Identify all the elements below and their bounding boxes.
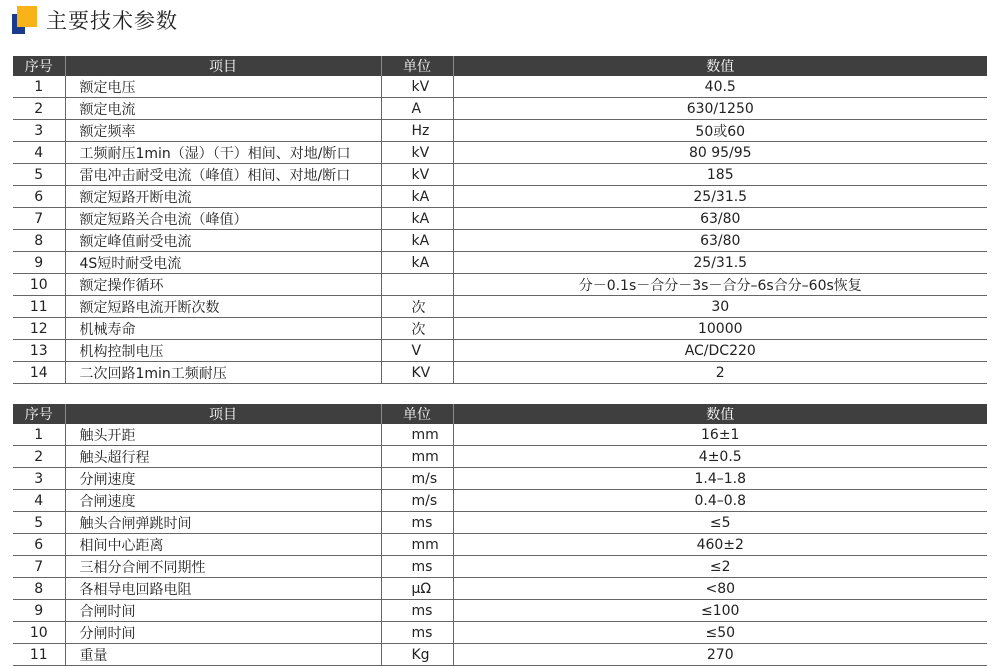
table-row: [13, 120, 987, 142]
row-item: 分闸时间: [65, 622, 381, 644]
table-row: [13, 534, 987, 556]
table-row: [13, 600, 987, 622]
table-header-row: [13, 404, 987, 424]
row-value: 分－0.1s－合分－3s－合分–6s合分–60s恢复: [453, 274, 987, 296]
row-item: 机构控制电压: [65, 340, 381, 362]
table-header-row: [13, 56, 987, 76]
row-item: 工频耐压1min（湿）（干）相间、对地/断口: [65, 142, 381, 164]
table-row: [13, 446, 987, 468]
table-row: [13, 296, 987, 318]
row-unit: mm: [381, 446, 453, 468]
header-item: 项目: [65, 56, 381, 76]
row-item: 额定短路电流开断次数: [65, 296, 381, 318]
row-value: 63/80: [453, 230, 987, 252]
row-index: 9: [13, 252, 65, 274]
row-item: 合闸速度: [65, 490, 381, 512]
row-value: 80 95/95: [453, 142, 987, 164]
row-index: 2: [13, 98, 65, 120]
table-row: [13, 274, 987, 296]
header-index: 序号: [13, 56, 65, 76]
row-value: 10000: [453, 318, 987, 340]
row-index: 3: [13, 120, 65, 142]
row-value: 4±0.5: [453, 446, 987, 468]
row-item: 触头合闸弹跳时间: [65, 512, 381, 534]
table-row: [13, 318, 987, 340]
row-unit: Hz: [381, 120, 453, 142]
row-unit: 次: [381, 318, 453, 340]
row-unit: [381, 274, 453, 296]
row-item: 三相分合闸不同期性: [65, 556, 381, 578]
row-value: 30: [453, 296, 987, 318]
row-value: 460±2: [453, 534, 987, 556]
row-item: 4S短时耐受电流: [65, 252, 381, 274]
row-value: 1.4–1.8: [453, 468, 987, 490]
row-index: 9: [13, 600, 65, 622]
row-item: 各相导电回路电阻: [65, 578, 381, 600]
header-index: 序号: [13, 404, 65, 424]
row-index: 14: [13, 362, 65, 384]
row-unit: kA: [381, 230, 453, 252]
row-value: 25/31.5: [453, 186, 987, 208]
row-value: 16±1: [453, 424, 987, 446]
header-unit: 单位: [381, 404, 453, 424]
table-row: [13, 644, 987, 666]
row-index: 10: [13, 622, 65, 644]
header-value: 数值: [453, 404, 987, 424]
row-index: 12: [13, 318, 65, 340]
row-value: ≤5: [453, 512, 987, 534]
table-row: [13, 76, 987, 98]
row-unit: ms: [381, 600, 453, 622]
row-value: <80: [453, 578, 987, 600]
row-item: 机械寿命: [65, 318, 381, 340]
table-row: [13, 556, 987, 578]
table-row: [13, 424, 987, 446]
row-index: 11: [13, 296, 65, 318]
row-unit: KV: [381, 362, 453, 384]
row-item: 额定操作循环: [65, 274, 381, 296]
row-index: 10: [13, 274, 65, 296]
row-unit: mm: [381, 424, 453, 446]
row-index: 3: [13, 468, 65, 490]
row-unit: m/s: [381, 490, 453, 512]
row-unit: kV: [381, 76, 453, 98]
row-value: 270: [453, 644, 987, 666]
row-unit: A: [381, 98, 453, 120]
header-item: 项目: [65, 404, 381, 424]
header-unit: 单位: [381, 56, 453, 76]
row-item: 额定短路开断电流: [65, 186, 381, 208]
row-value: 63/80: [453, 208, 987, 230]
row-unit: μΩ: [381, 578, 453, 600]
row-index: 8: [13, 230, 65, 252]
row-unit: m/s: [381, 468, 453, 490]
row-value: 0.4–0.8: [453, 490, 987, 512]
row-index: 7: [13, 556, 65, 578]
section-logo-icon: [12, 6, 42, 34]
row-item: 二次回路1min工频耐压: [65, 362, 381, 384]
row-index: 5: [13, 164, 65, 186]
row-unit: kV: [381, 164, 453, 186]
row-unit: ms: [381, 622, 453, 644]
table-row: [13, 468, 987, 490]
row-item: 分闸速度: [65, 468, 381, 490]
row-unit: kA: [381, 252, 453, 274]
table-row: [13, 142, 987, 164]
row-item: 相间中心距离: [65, 534, 381, 556]
table-row: [13, 490, 987, 512]
table-row: [13, 98, 987, 120]
section-header: [12, 6, 178, 34]
table-row: [13, 578, 987, 600]
row-value: 630/1250: [453, 98, 987, 120]
row-unit: mm: [381, 534, 453, 556]
row-value: AC/DC220: [453, 340, 987, 362]
table-row: [13, 230, 987, 252]
row-unit: kA: [381, 186, 453, 208]
table-row: [13, 362, 987, 384]
row-index: 8: [13, 578, 65, 600]
row-value: 50或60: [453, 120, 987, 142]
header-value: 数值: [453, 56, 987, 76]
table-row: [13, 622, 987, 644]
row-index: 7: [13, 208, 65, 230]
row-unit: ms: [381, 512, 453, 534]
row-index: 1: [13, 424, 65, 446]
page-title: 主要技术参数: [46, 9, 178, 33]
row-item: 额定峰值耐受电流: [65, 230, 381, 252]
row-value: ≤2: [453, 556, 987, 578]
row-value: 25/31.5: [453, 252, 987, 274]
table-row: [13, 208, 987, 230]
row-item: 额定电压: [65, 76, 381, 98]
row-item: 额定频率: [65, 120, 381, 142]
row-index: 4: [13, 142, 65, 164]
row-unit: V: [381, 340, 453, 362]
row-index: 6: [13, 186, 65, 208]
row-index: 1: [13, 76, 65, 98]
table-row: [13, 186, 987, 208]
row-value: 2: [453, 362, 987, 384]
table-row: [13, 164, 987, 186]
mechanical-parameters-table: [13, 404, 987, 666]
row-unit: Kg: [381, 644, 453, 666]
row-unit: ms: [381, 556, 453, 578]
row-index: 13: [13, 340, 65, 362]
row-item: 触头超行程: [65, 446, 381, 468]
row-index: 6: [13, 534, 65, 556]
row-value: ≤50: [453, 622, 987, 644]
row-index: 2: [13, 446, 65, 468]
row-unit: kV: [381, 142, 453, 164]
row-item: 额定电流: [65, 98, 381, 120]
row-item: 触头开距: [65, 424, 381, 446]
row-item: 重量: [65, 644, 381, 666]
row-value: 40.5: [453, 76, 987, 98]
row-item: 合闸时间: [65, 600, 381, 622]
table-row: [13, 252, 987, 274]
row-unit: kA: [381, 208, 453, 230]
table-row: [13, 512, 987, 534]
row-value: 185: [453, 164, 987, 186]
row-index: 4: [13, 490, 65, 512]
row-unit: 次: [381, 296, 453, 318]
table-row: [13, 340, 987, 362]
row-value: ≤100: [453, 600, 987, 622]
row-index: 11: [13, 644, 65, 666]
electrical-parameters-table: [13, 56, 987, 384]
row-index: 5: [13, 512, 65, 534]
row-item: 额定短路关合电流（峰值）: [65, 208, 381, 230]
row-item: 雷电冲击耐受电流（峰值）相间、对地/断口: [65, 164, 381, 186]
